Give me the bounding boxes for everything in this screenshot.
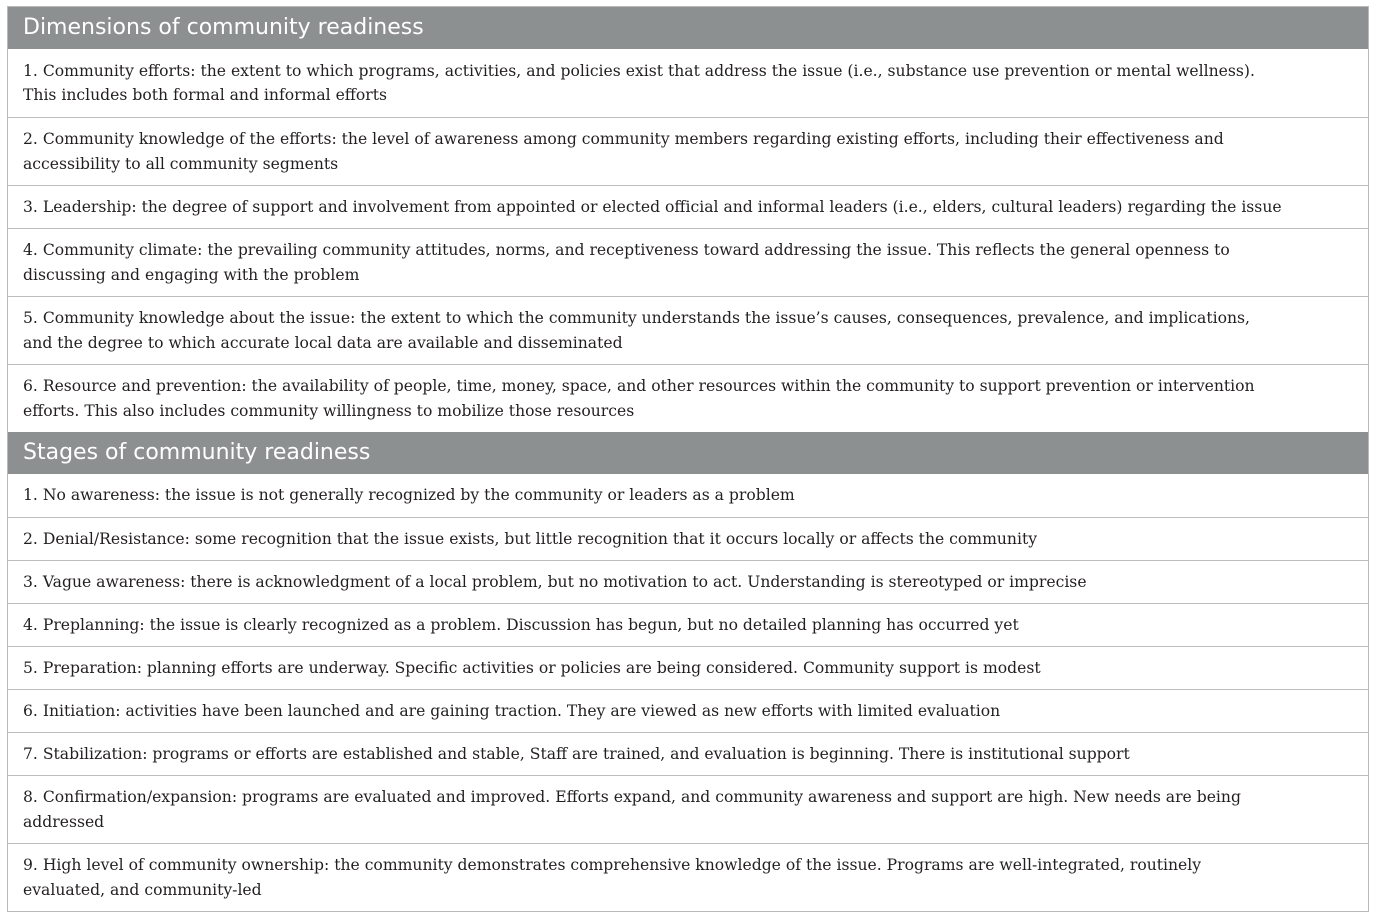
stage-row: 6. Initiation: activities have been launched and are gaining traction. They are viewed as new efforts with limited evaluation [8, 689, 1368, 732]
dimension-row: 4. Community climate: the prevailing community attitudes, norms, and receptiveness toward addressing the issue. This reflects the general openness to discussing and engaging with the problem [8, 228, 1368, 296]
stage-row: 2. Denial/Resistance: some recognition that the issue exists, but little recognition that it occurs locally or affects the community [8, 517, 1368, 560]
dimension-row: 1. Community efforts: the extent to which programs, activities, and policies exist that address the issue (i.e., substance use prevention or mental wellness). This includes both formal and informal efforts [23, 61, 1255, 104]
dimension-row: 6. Resource and prevention: the availability of people, time, money, space, and other resources within the community to support prevention or intervention efforts. This also includes community willingness to mobilize those resources [8, 364, 1368, 432]
readiness-table [7, 6, 1369, 912]
stage-row: 3. Vague awareness: there is acknowledgment of a local problem, but no motivation to act. Understanding is stereotyped or imprecise [8, 560, 1368, 603]
dimension-row: 5. Community knowledge about the issue: the extent to which the community understands the issue’s causes, consequences, prevalence, and implications, and the degree to which accurate local data are available and disseminated [8, 296, 1368, 364]
dimension-row: 3. Leadership: the degree of support and involvement from appointed or elected official and informal leaders (i.e., elders, cultural leaders) regarding the issue [8, 185, 1368, 228]
stage-row: 8. Confirmation/expansion: programs are evaluated and improved. Efforts expand, and community awareness and support are high. New needs are being addressed [8, 775, 1368, 843]
stage-row: 4. Preplanning: the issue is clearly recognized as a problem. Discussion has begun, but no detailed planning has occurred yet [8, 603, 1368, 646]
stage-row: 9. High level of community ownership: the community demonstrates comprehensive knowledge of the issue. Programs are well-integrated, routinely evaluated, and community-led [8, 843, 1368, 911]
section-header-stages: Stages of community readiness [8, 432, 1368, 474]
section-header-dimensions: Dimensions of community readiness [8, 7, 1368, 49]
stage-row: 1. No awareness: the issue is not generally recognized by the community or leaders as a problem [23, 486, 795, 505]
stage-row: 5. Preparation: planning efforts are underway. Specific activities or policies are being considered. Community support is modest [8, 646, 1368, 689]
stage-row: 7. Stabilization: programs or efforts are established and stable, Staff are trained, and evaluation is beginning. There is institutional support [8, 732, 1368, 775]
dimension-row: 2. Community knowledge of the efforts: the level of awareness among community members regarding existing efforts, including their effectiveness and accessibility to all community segments [8, 117, 1368, 185]
